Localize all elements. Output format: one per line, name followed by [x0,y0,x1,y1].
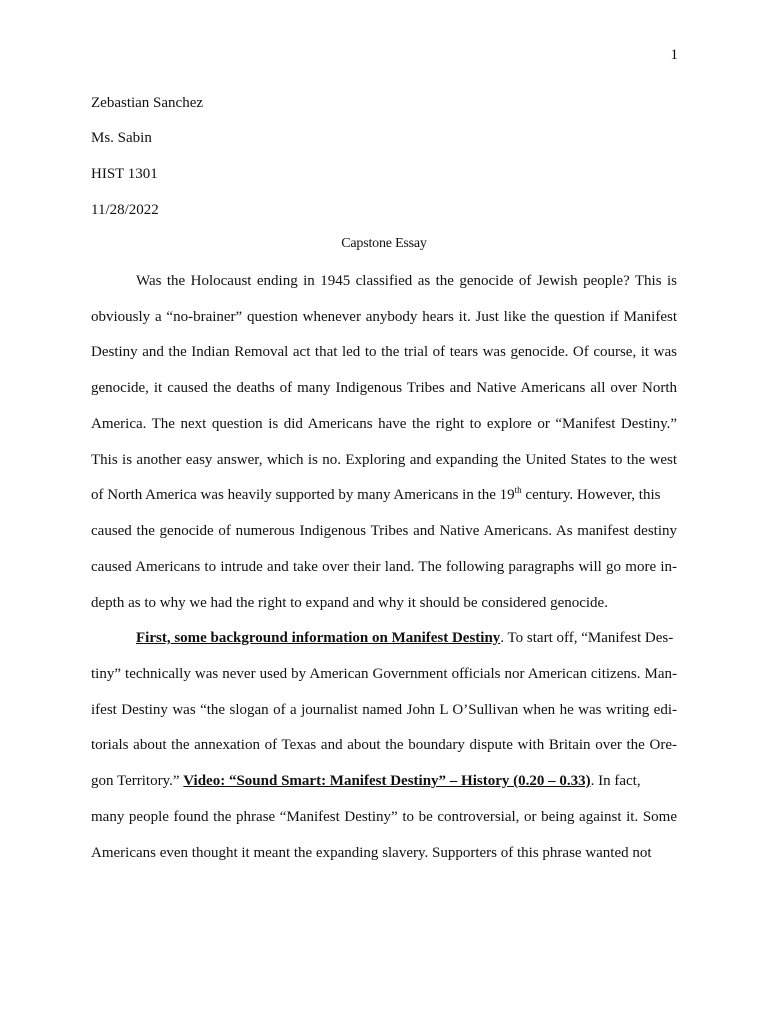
paragraph-line: ifest Destiny was “the slogan of a journalist named John L O’Sullivan when he was writing edi- [91,702,677,718]
line-text: . In fact, [590,773,641,789]
paragraph-line: Americans even thought it meant the expanding slavery. Supporters of this phrase wanted not [91,845,652,861]
paragraph-line: depth as to why we had the right to expand and why it should be considered genocide. [91,595,608,611]
paragraph-line [136,629,673,647]
line-text: of North America was heavily supported by many Americans in the 19 [91,487,515,503]
paragraph-line: Destiny and the Indian Removal act that led to the trial of tears was genocide. Of course, it was [91,344,677,360]
paragraph-line: torials about the annexation of Texas and about the boundary dispute with Britain over the Ore- [91,737,677,753]
instructor-name: Ms. Sabin [91,130,152,146]
superscript-ordinal: th [514,485,522,495]
paragraph-line: genocide, it caused the deaths of many Indigenous Tribes and Native Americans all over North [91,380,677,396]
paragraph-line [91,772,641,790]
page-number: 1 [670,47,678,63]
essay-title: Capstone Essay [341,236,427,251]
paragraph-line: America. The next question is did Americans have the right to explore or “Manifest Destiny.” [91,416,677,432]
section-heading: First, some background information on Manifest Destiny [136,630,501,646]
video-citation: Video: “Sound Smart: Manifest Destiny” – History (0.20 – 0.33) [183,773,591,789]
line-text: century. However, this [521,487,661,503]
paragraph-line [91,486,660,504]
student-name: Zebastian Sanchez [91,95,204,111]
line-text: gon Territory.” [91,773,184,789]
paragraph-line: This is another easy answer, which is no. Exploring and expanding the United States to the west [91,452,677,468]
paragraph-line: caused the genocide of numerous Indigenous Tribes and Native Americans. As manifest destiny [91,523,677,539]
line-text: . To start off, “Manifest Des- [500,630,674,646]
paragraph-line: caused Americans to intrude and take over their land. The following paragraphs will go more in- [91,559,677,575]
paragraph-line: tiny” technically was never used by American Government officials nor American citizens. Man- [91,666,677,682]
essay-date: 11/28/2022 [91,202,159,218]
course-code: HIST 1301 [91,166,158,182]
paragraph-line: Was the Holocaust ending in 1945 classified as the genocide of Jewish people? This is [136,273,677,289]
paragraph-line: obviously a “no-brainer” question whenever anybody hears it. Just like the question if Manifest [91,309,677,325]
paragraph-line: many people found the phrase “Manifest Destiny” to be controversial, or being against it. Some [91,809,677,825]
